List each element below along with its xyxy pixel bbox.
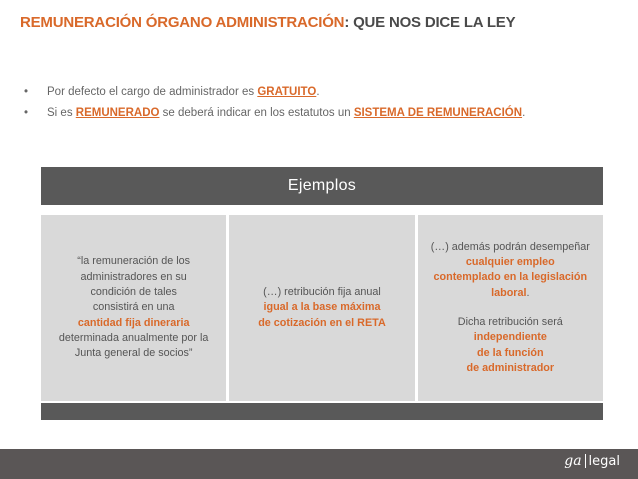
table-header: Ejemplos <box>41 167 603 205</box>
example-cell-2 <box>229 215 414 401</box>
cell-1-highlight: cantidad fija dineraria <box>77 316 190 329</box>
cell-3-line: Dicha retribución será <box>457 316 563 328</box>
bullet-1-highlight: GRATUITO <box>257 86 317 98</box>
cell-2-highlight: igual a la base máxima <box>263 301 381 314</box>
example-cell-3 <box>418 215 603 401</box>
examples-table <box>41 167 603 420</box>
cell-2-line: (…) retribución fija anual <box>263 286 381 298</box>
bullet-item-2 <box>24 107 624 119</box>
logo-divider <box>585 454 586 468</box>
cell-1-line: consistirá en una <box>92 301 175 314</box>
cell-3-line-group <box>491 286 529 301</box>
logo-mark: ga <box>564 453 582 469</box>
title-sub: QUE NOS DICE LA LEY <box>353 14 516 31</box>
cell-3-highlight: laboral <box>491 286 527 299</box>
page-title <box>20 14 515 31</box>
cell-3-highlight: contemplado en la legislación <box>433 271 588 284</box>
bullet-2-highlight-1: REMUNERADO <box>75 107 160 119</box>
cell-3-dot: . <box>526 286 530 299</box>
table-footer-bar <box>41 403 603 420</box>
example-cell-1 <box>41 215 226 401</box>
cell-1-line: Junta general de socios” <box>74 347 193 360</box>
bullet-item-1 <box>24 86 624 98</box>
cell-1-line: condición de tales <box>90 286 177 298</box>
bullet-1-end: . <box>316 86 320 98</box>
title-main: REMUNERACIÓN ÓRGANO ADMINISTRACIÓN <box>20 14 345 31</box>
bullet-2-text: Si es <box>47 107 76 119</box>
footer-bar <box>0 449 638 479</box>
bullet-1-text: Por defecto el cargo de administrador es <box>47 86 258 98</box>
title-separator: : <box>344 14 354 31</box>
cell-3-highlight: cualquier empleo <box>465 256 555 269</box>
bullet-2-highlight-2: SISTEMA DE REMUNERACIÓN <box>353 107 523 119</box>
cell-3-highlight: independiente <box>473 331 547 344</box>
cell-2-highlight: de cotización en el RETA <box>258 316 386 329</box>
company-logo <box>564 453 620 469</box>
cell-1-line: determinada anualmente por la <box>58 331 209 344</box>
bullet-list <box>24 86 624 128</box>
table-body <box>41 215 603 401</box>
cell-1-line: administradores en su <box>80 270 187 283</box>
cell-3-highlight: de la función <box>477 346 544 359</box>
cell-3-line: (…) además podrán desempeñar <box>430 240 590 253</box>
logo-text: legal <box>588 453 620 469</box>
bullet-2-middle: se deberá indicar en los estatutos un <box>159 107 354 119</box>
bullet-dot-icon: • <box>24 86 29 98</box>
bullet-2-end: . <box>522 107 526 119</box>
bullet-dot-icon: • <box>24 107 29 119</box>
cell-3-highlight: de administrador <box>466 361 555 374</box>
cell-1-line: “la remuneración de los <box>77 255 191 268</box>
table-spacer <box>41 205 603 215</box>
